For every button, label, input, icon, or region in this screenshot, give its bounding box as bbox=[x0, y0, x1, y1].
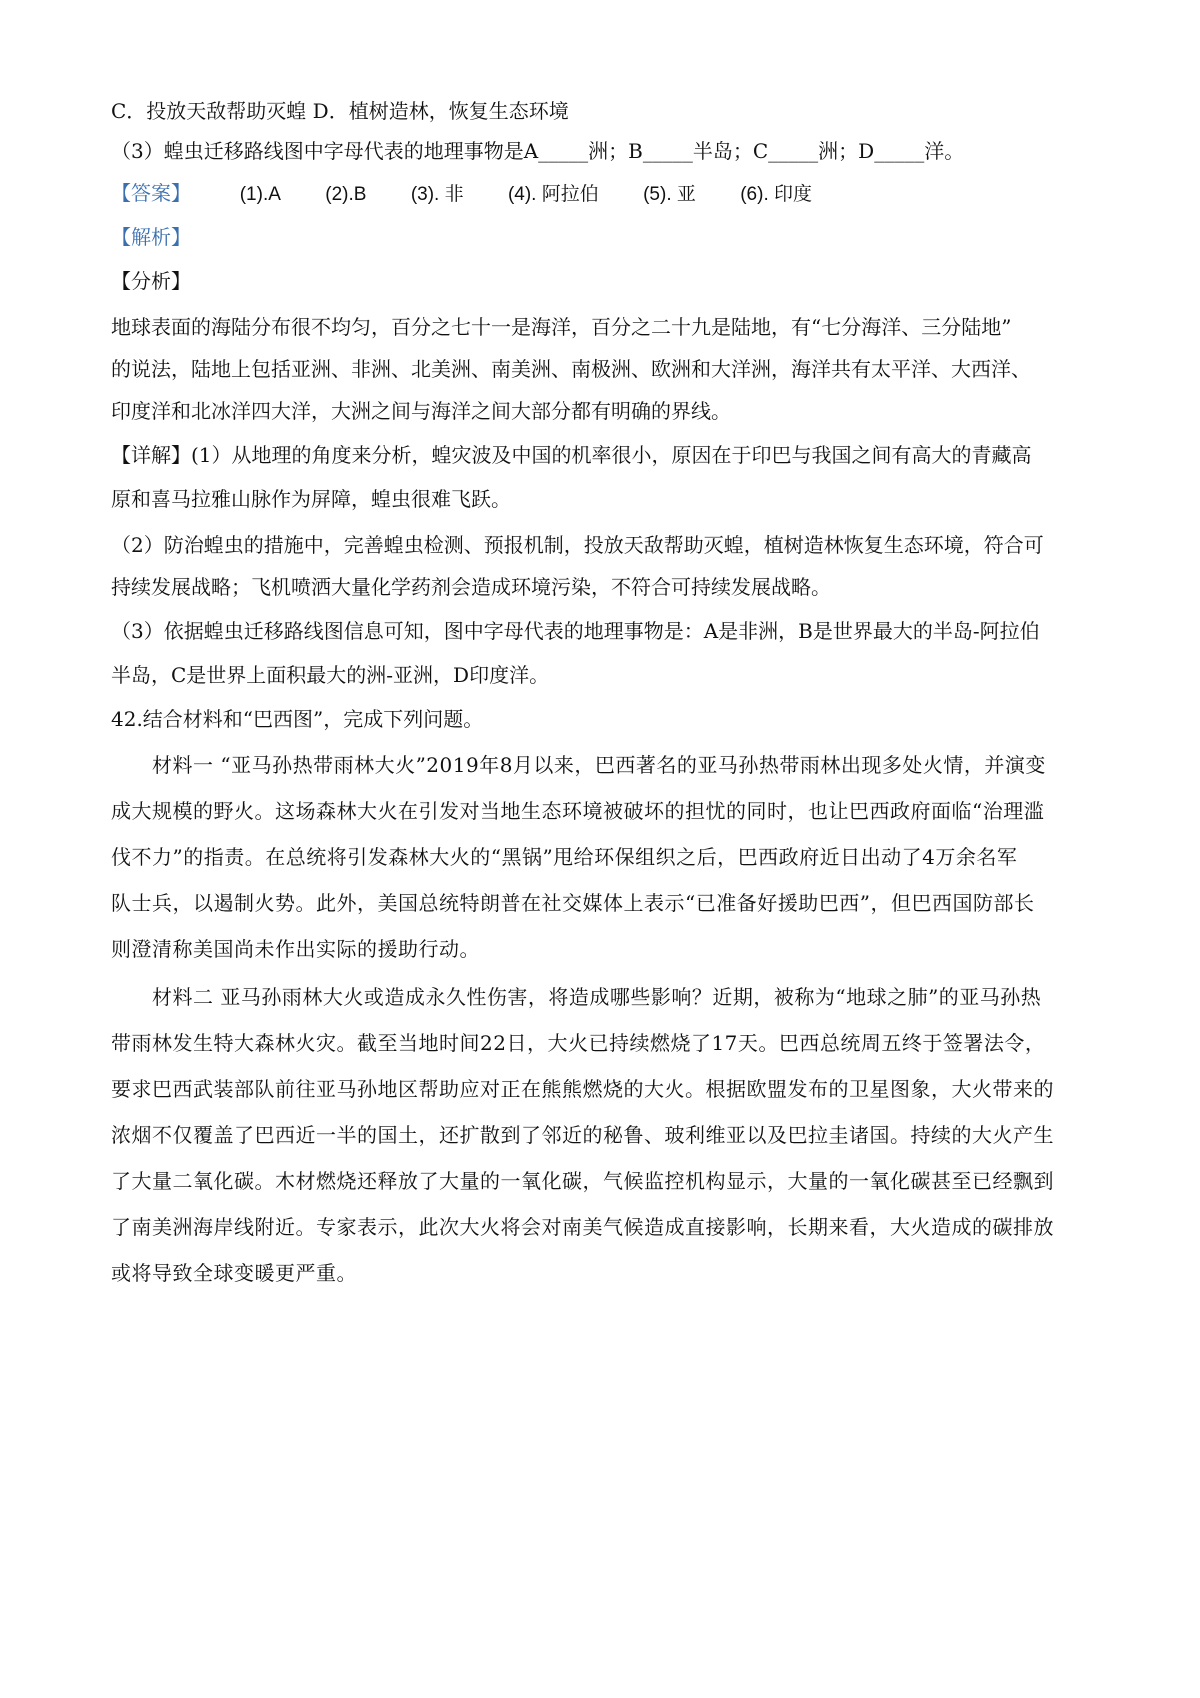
material-2-line-2: 带雨林发生特大森林火灾。截至当地时间22日，大火已持续燃烧了17天。巴西总统周五终于签署法令， bbox=[111, 1031, 1046, 1055]
material-2-line-3: 要求巴西武装部队前往亚马孙地区帮助应对正在熊熊燃烧的大火。根据欧盟发布的卫星图象，大火带来的 bbox=[111, 1077, 1054, 1101]
analysis-tag: 【解析】 bbox=[111, 225, 191, 249]
detail-para-2-line-1: （2）防治蝗虫的措施中，完善蝗虫检测、预报机制，投放天敌帮助灭蝗，植树造林恢复生态环境，符合可 bbox=[111, 533, 1044, 557]
material-2-line-5: 了大量二氧化碳。木材燃烧还释放了大量的一氧化碳，气候监控机构显示，大量的一氧化碳甚至已经飘到 bbox=[111, 1169, 1054, 1193]
detail-para-3-line-2: 半岛，C是世界上面积最大的洲-亚洲，D印度洋。 bbox=[111, 663, 550, 687]
fenxi-para-line-2: 的说法，陆地上包括亚洲、非洲、北美洲、南美洲、南极洲、欧洲和大洋洲，海洋共有太平洋、大西洋、 bbox=[111, 357, 1031, 381]
fenxi-para-line-3: 印度洋和北冰洋四大洋，大洲之间与海洋之间大部分都有明确的界线。 bbox=[111, 399, 731, 423]
answer-item-1: (1).A bbox=[239, 184, 281, 205]
material-1-line-4: 队士兵，以遏制火势。此外，美国总统特朗普在社交媒体上表示“已准备好援助巴西”，但巴西国防部长 bbox=[111, 891, 1035, 915]
material-2-line-7: 或将导致全球变暖更严重。 bbox=[111, 1261, 357, 1285]
answer-row bbox=[111, 178, 1101, 210]
answer-item-5: (5). 亚 bbox=[643, 184, 696, 205]
answer-item-4: (4). 阿拉伯 bbox=[507, 184, 599, 205]
material-1-line-5: 则澄清称美国尚未作出实际的援助行动。 bbox=[111, 937, 480, 961]
detail-para-1-line-1: 【详解】(1）从地理的角度来分析，蝗灾波及中国的机率很小，原因在于印巴与我国之间有高大的青藏高 bbox=[111, 443, 1032, 467]
detail-para-2-line-2: 持续发展战略；飞机喷洒大量化学药剂会造成环境污染，不符合可持续发展战略。 bbox=[111, 575, 831, 599]
question-3-line: （3）蝗虫迁移路线图中字母代表的地理事物是A_____洲；B_____半岛；C_____洲；D_____洋。 bbox=[111, 139, 965, 163]
answer-tag: 【答案】 bbox=[111, 181, 191, 205]
answer-item-3: (3). 非 bbox=[410, 184, 464, 205]
question-42-title: 42.结合材料和“巴西图”，完成下列问题。 bbox=[111, 707, 484, 731]
answer-item-2: (2).B bbox=[325, 184, 367, 205]
material-1-line-1: 材料一 “亚马孙热带雨林大火”2019年8月以来，巴西著名的亚马孙热带雨林出现多处火情，并演变 bbox=[152, 753, 1046, 777]
fenxi-para-line-1: 地球表面的海陆分布很不均匀，百分之七十一是海洋，百分之二十九是陆地，有“七分海洋、三分陆地” bbox=[111, 315, 1012, 339]
detail-para-3-line-1: （3）依据蝗虫迁移路线图信息可知，图中字母代表的地理事物是：A是非洲，B是世界最大的半岛-阿拉伯 bbox=[111, 619, 1040, 643]
material-2-line-6: 了南美洲海岸线附近。专家表示，此次大火将会对南美气候造成直接影响，长期来看，大火造成的碳排放 bbox=[111, 1215, 1054, 1239]
detail-para-1-line-2: 原和喜马拉雅山脉作为屏障，蝗虫很难飞跃。 bbox=[111, 487, 511, 511]
answer-item-6: (6). 印度 bbox=[740, 184, 813, 205]
material-1-line-3: 伐不力”的指责。在总统将引发森林大火的“黑锅”甩给环保组织之后，巴西政府近日出动了4万余名军 bbox=[111, 845, 1018, 869]
material-2-line-1: 材料二 亚马孙雨林大火或造成永久性伤害，将造成哪些影响？近期，被称为“地球之肺”的亚马孙热 bbox=[152, 985, 1042, 1009]
fenxi-tag: 【分析】 bbox=[111, 269, 191, 293]
material-1-line-2: 成大规模的野火。这场森林大火在引发对当地生态环境被破坏的担忧的同时，也让巴西政府面临“治理滥 bbox=[111, 799, 1045, 823]
option-line-c-d: C．投放天敌帮助灭蝗 D．植树造林，恢复生态环境 bbox=[111, 99, 569, 123]
material-2-line-4: 浓烟不仅覆盖了巴西近一半的国土，还扩散到了邻近的秘鲁、玻利维亚以及巴拉圭诸国。持续的大火产生 bbox=[111, 1123, 1054, 1147]
